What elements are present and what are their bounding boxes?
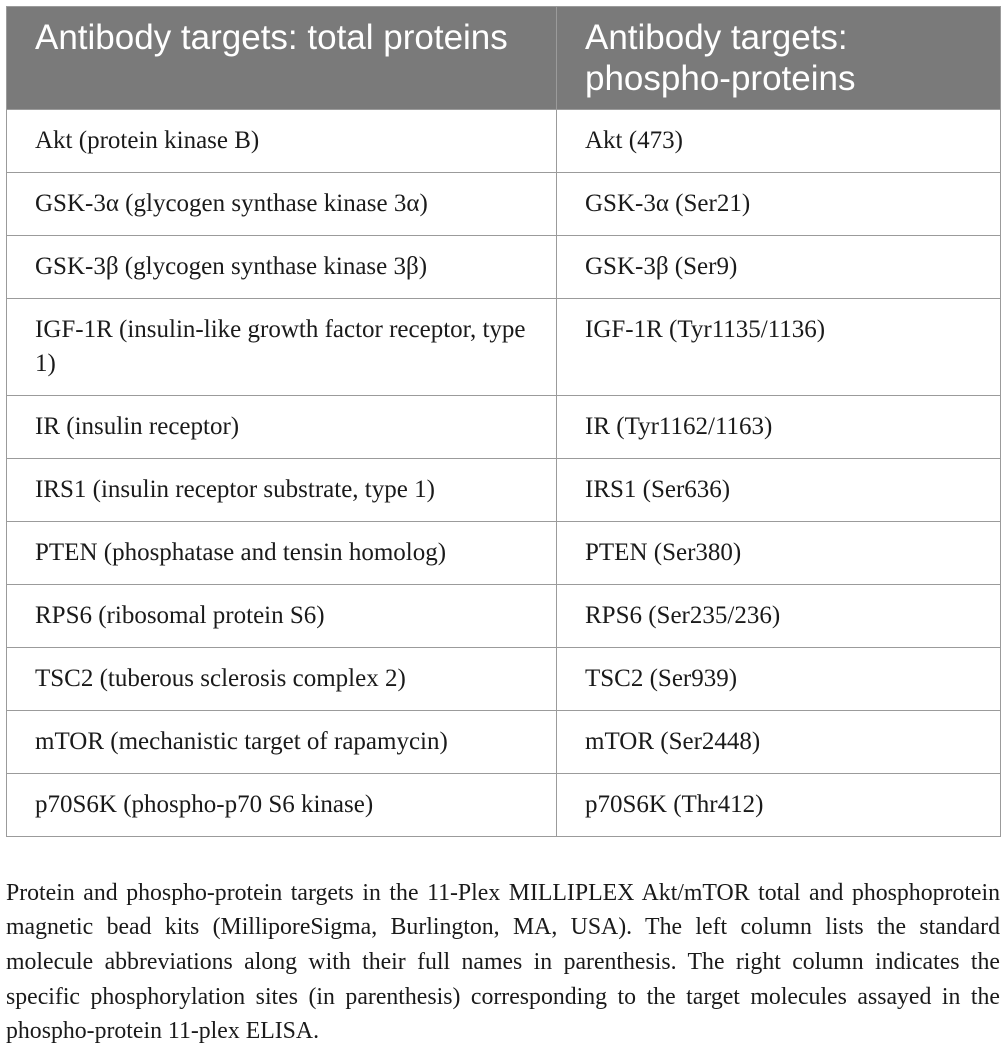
targets-table-container (6, 6, 1000, 837)
table-row (7, 236, 1001, 299)
table-row (7, 648, 1001, 711)
table-row (7, 711, 1001, 774)
table-row (7, 522, 1001, 585)
cell-phospho-protein: GSK-3β (Ser9) (557, 236, 1001, 299)
cell-total-protein: TSC2 (tuberous sclerosis complex 2) (7, 648, 557, 711)
table-row (7, 585, 1001, 648)
cell-phospho-protein: RPS6 (Ser235/236) (557, 585, 1001, 648)
cell-phospho-protein: IGF-1R (Tyr1135/1136) (557, 299, 1001, 396)
cell-total-protein: GSK-3β (glycogen synthase kinase 3β) (7, 236, 557, 299)
cell-phospho-protein: mTOR (Ser2448) (557, 711, 1001, 774)
cell-phospho-protein: TSC2 (Ser939) (557, 648, 1001, 711)
cell-phospho-protein: PTEN (Ser380) (557, 522, 1001, 585)
antibody-targets-table (6, 6, 1001, 837)
cell-total-protein: IGF-1R (insulin-like growth factor receptor, type 1) (7, 299, 557, 396)
cell-total-protein: Akt (protein kinase B) (7, 110, 557, 173)
cell-total-protein: PTEN (phosphatase and tensin homolog) (7, 522, 557, 585)
table-row (7, 396, 1001, 459)
cell-phospho-protein: IR (Tyr1162/1163) (557, 396, 1001, 459)
header-total-proteins: Antibody targets: total proteins (7, 7, 557, 110)
table-row (7, 459, 1001, 522)
cell-total-protein: p70S6K (phospho-p70 S6 kinase) (7, 774, 557, 837)
cell-phospho-protein: Akt (473) (557, 110, 1001, 173)
table-header-row (7, 7, 1001, 110)
cell-total-protein: RPS6 (ribosomal protein S6) (7, 585, 557, 648)
cell-phospho-protein: IRS1 (Ser636) (557, 459, 1001, 522)
cell-total-protein: GSK-3α (glycogen synthase kinase 3α) (7, 173, 557, 236)
table-row (7, 774, 1001, 837)
cell-total-protein: mTOR (mechanistic target of rapamycin) (7, 711, 557, 774)
cell-phospho-protein: GSK-3α (Ser21) (557, 173, 1001, 236)
table-row (7, 299, 1001, 396)
cell-total-protein: IRS1 (insulin receptor substrate, type 1) (7, 459, 557, 522)
header-phospho-proteins: Antibody targets: phospho-proteins (557, 7, 1001, 110)
table-row (7, 110, 1001, 173)
cell-total-protein: IR (insulin receptor) (7, 396, 557, 459)
cell-phospho-protein: p70S6K (Thr412) (557, 774, 1001, 837)
table-row (7, 173, 1001, 236)
table-caption: Protein and phospho-protein targets in the 11-Plex MILLIPLEX Akt/mTOR total and phosphoprotein magnetic bead kits (MilliporeSigma, Burlington, MA, USA). The left column lists the standard molecule abbreviations along with their full names in parenthesis. The right column indicates the specific phosphorylation sites (in parenthesis) corresponding to the target molecules assayed in the phospho-protein 11-plex ELISA. (6, 879, 1000, 1045)
